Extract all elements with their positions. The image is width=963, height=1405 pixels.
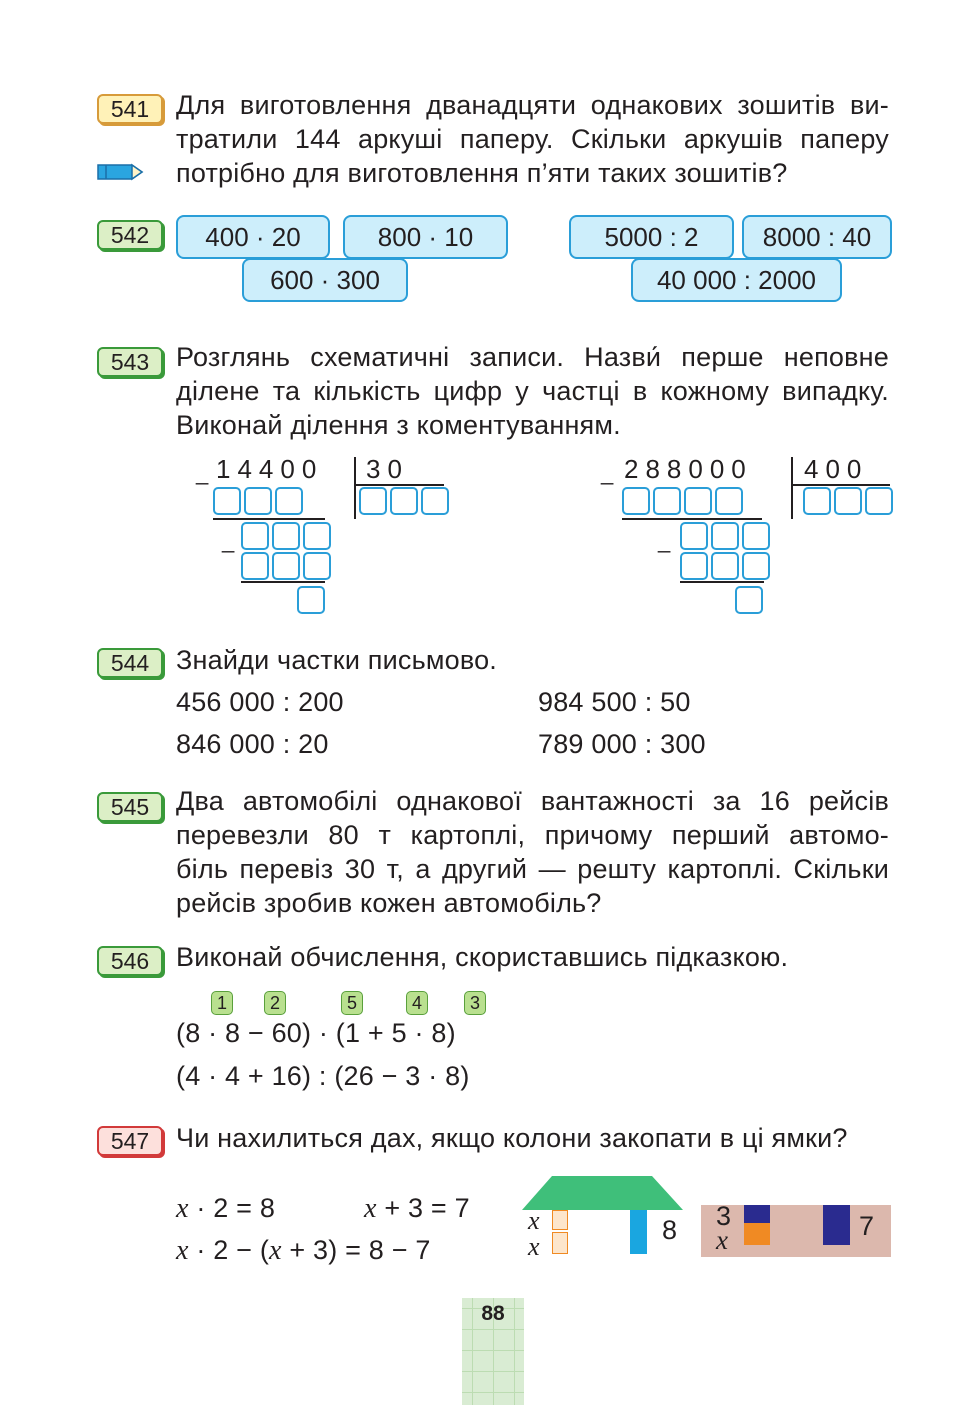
expression-pill: 600 · 300: [242, 258, 408, 302]
expression: 789 000 : 300: [538, 729, 706, 759]
task-number-547: 547: [97, 1126, 163, 1156]
digit-box: [275, 487, 303, 515]
task-544-title: Знайди частки письмово.: [176, 645, 498, 675]
hole-square: [823, 1205, 850, 1245]
task-number-546: 546: [97, 946, 163, 976]
text-line: рейсів зробив кожен автомобіль?: [176, 888, 602, 918]
equation: x · 2 − (x + 3) = 8 − 7: [176, 1235, 431, 1266]
equation: x · 2 = 8: [176, 1193, 276, 1224]
digit-box: [421, 487, 449, 515]
division-bar: [791, 457, 793, 519]
page-number-box: [462, 1298, 524, 1405]
expression-pill: 40 000 : 2000: [631, 258, 842, 302]
minus-sign: _: [222, 528, 235, 553]
digit-box: [213, 487, 241, 515]
hint-marker: 5: [341, 991, 363, 1015]
divisor: 400: [804, 454, 869, 484]
text-line: перевезли 80 т картоплі, причому перший автомо-: [176, 820, 889, 850]
digit-box: [680, 522, 708, 550]
task-541-text: [176, 88, 889, 190]
digit-box: [742, 522, 770, 550]
roof: [522, 1175, 684, 1211]
page-number: 88: [481, 1302, 505, 1325]
hint-marker: 3: [464, 991, 486, 1015]
task-number-545: 545: [97, 792, 163, 822]
task-545-text: [176, 784, 889, 920]
task-543-text: [176, 340, 889, 442]
column-label: x: [528, 1232, 540, 1261]
digit-boxes: [680, 552, 773, 580]
hole-label: 7: [859, 1211, 875, 1241]
minus-sign: _: [196, 460, 209, 485]
digit-box: [359, 487, 387, 515]
minus-sign: _: [658, 528, 671, 553]
expression: 984 500 : 50: [538, 687, 691, 717]
digit-box: [390, 487, 418, 515]
division-bar: [354, 457, 356, 519]
digit-box: [684, 487, 712, 515]
column-segment: [552, 1210, 568, 1230]
divisor: 30: [366, 454, 409, 484]
digit-box: [653, 487, 681, 515]
text-line: потрібно для виготовлення п’яти таких зошитів?: [176, 158, 788, 188]
dividend: 288000: [624, 454, 753, 484]
underline: [241, 581, 325, 583]
underline: [680, 581, 764, 583]
task-number-541: 541: [97, 94, 163, 124]
task-546-title: Виконай обчислення, скориставшись підказкою.: [176, 942, 789, 972]
hole-label: x: [716, 1225, 728, 1255]
equation: x + 3 = 7: [364, 1193, 470, 1224]
digit-box: [711, 552, 739, 580]
task-number-542: 542: [97, 220, 163, 250]
quotient-boxes: [803, 487, 896, 515]
expression-pill: 400 · 20: [176, 215, 330, 259]
text-line: Два автомобілі однакової вантажності за 16 рейсів: [176, 786, 889, 816]
expression-pill: 5000 : 2: [569, 215, 734, 259]
digit-box: [715, 487, 743, 515]
task-547-title: Чи нахилиться дах, якщо колони закопати в ці ямки?: [176, 1123, 848, 1153]
text-line: Для виготовлення дванадцяти однакових зошитів ви-: [176, 90, 889, 120]
digit-box: [742, 552, 770, 580]
digit-box: [241, 552, 269, 580]
hole-square: [744, 1205, 770, 1223]
hint-marker: 2: [264, 991, 286, 1015]
dividend: 14400: [216, 454, 324, 484]
expression: 456 000 : 200: [176, 687, 344, 717]
digit-boxes: [241, 522, 334, 550]
digit-boxes: [680, 522, 773, 550]
division-bar: [356, 484, 444, 486]
expression-pill: 800 · 10: [343, 215, 508, 259]
text-line: тратили 144 аркуші паперу. Скільки аркушів паперу: [176, 124, 889, 154]
hole-label: 3: [716, 1201, 732, 1231]
pencil-icon: [96, 161, 146, 183]
text-line: Виконай ділення з коментуванням.: [176, 410, 621, 440]
digit-box: [834, 487, 862, 515]
digit-boxes: [735, 586, 766, 614]
ground-picture: [701, 1201, 891, 1257]
digit-box: [735, 586, 763, 614]
digit-box: [680, 552, 708, 580]
digit-boxes: [622, 487, 746, 515]
expression: (4 · 4 + 16) : (26 − 3 · 8): [176, 1061, 470, 1091]
digit-box: [244, 487, 272, 515]
digit-box: [272, 522, 300, 550]
expression: (8 · 8 − 60) · (1 + 5 · 8): [176, 1018, 456, 1048]
digit-box: [711, 522, 739, 550]
hint-marker: 1: [211, 991, 233, 1015]
right-column: [630, 1210, 647, 1254]
underline: [213, 518, 325, 520]
underline: [622, 518, 762, 520]
digit-boxes: [241, 552, 334, 580]
minus-sign: _: [601, 460, 614, 485]
division-bar: [793, 484, 890, 486]
quotient-boxes: [359, 487, 452, 515]
task-number-543: 543: [97, 347, 163, 377]
digit-box: [865, 487, 893, 515]
digit-box: [303, 522, 331, 550]
digit-box: [303, 552, 331, 580]
digit-box: [241, 522, 269, 550]
column-label: 8: [662, 1215, 678, 1245]
digit-box: [803, 487, 831, 515]
expression: 846 000 : 20: [176, 729, 329, 759]
digit-box: [297, 586, 325, 614]
hole-square: [744, 1223, 770, 1245]
text-line: ділене та кількість цифр у частці в кожному випадку.: [176, 376, 889, 406]
expression-pill: 8000 : 40: [742, 215, 892, 259]
text-line: біль перевіз 30 т, а другий — решту картоплі. Скільки: [176, 854, 889, 884]
digit-box: [272, 552, 300, 580]
text-line: Розглянь схематичні записи. Назви́ перше неповне: [176, 342, 889, 372]
column-segment: [552, 1232, 568, 1254]
hint-marker: 4: [406, 991, 428, 1015]
digit-boxes: [213, 487, 306, 515]
digit-box: [622, 487, 650, 515]
digit-boxes: [297, 586, 328, 614]
column-label: x: [528, 1206, 540, 1235]
task-number-544: 544: [97, 648, 163, 678]
